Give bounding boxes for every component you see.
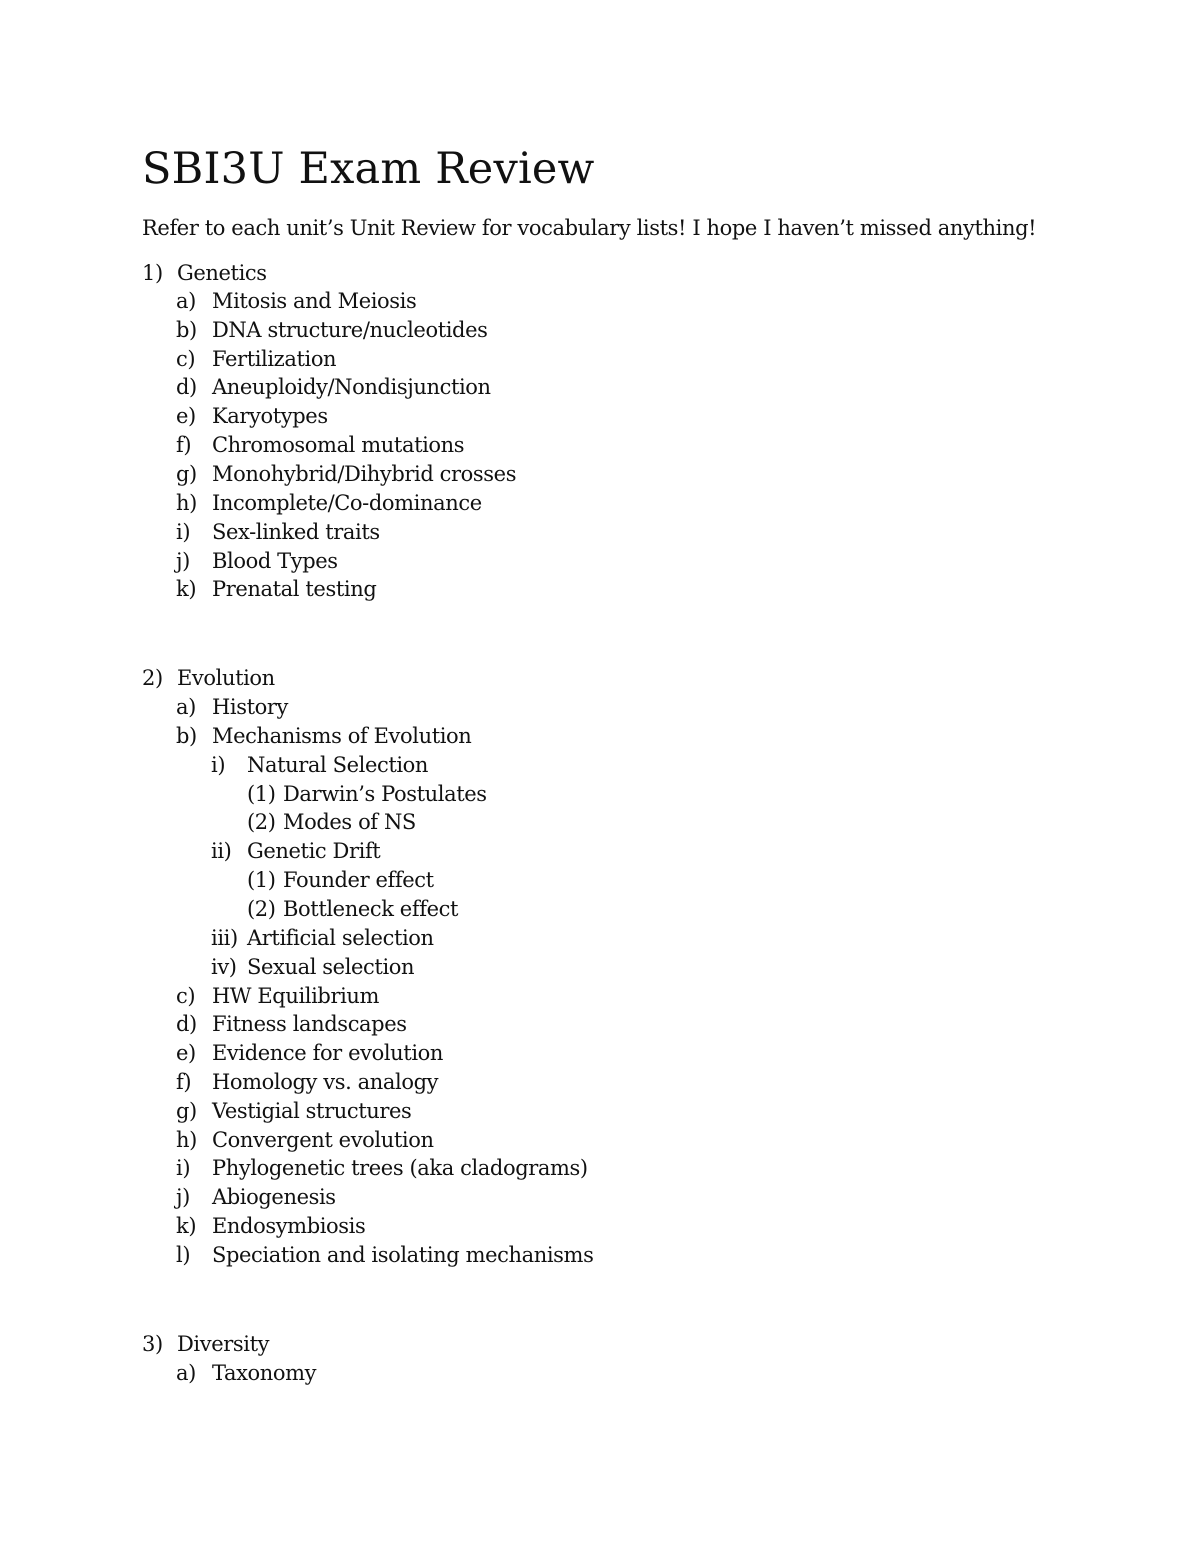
list-letter: k) — [176, 577, 197, 601]
list-item-label: History — [212, 695, 288, 719]
list-letter: c) — [176, 347, 196, 371]
list-item-label: Fitness landscapes — [212, 1012, 407, 1036]
list-letter: b) — [176, 318, 197, 342]
list-item-label: Mitosis and Meiosis — [212, 289, 417, 313]
list-item-label: Homology vs. analogy — [212, 1070, 439, 1094]
list-letter: h) — [176, 1128, 197, 1152]
list-item-label: Darwin’s Postulates — [283, 782, 487, 806]
list-item-label: Genetic Drift — [247, 839, 381, 863]
list-item-label: Monohybrid/Dihybrid crosses — [212, 462, 517, 486]
list-item-label: Fertilization — [212, 347, 337, 371]
intro-text: Refer to each unit’s Unit Review for vocabulary lists! I hope I haven’t missed anything! — [142, 216, 1037, 240]
list-item-label: Blood Types — [212, 549, 338, 573]
list-paren-number: (1) — [247, 782, 276, 806]
list-letter: b) — [176, 724, 197, 748]
list-letter: g) — [176, 1099, 197, 1123]
list-item-label: Sexual selection — [247, 955, 415, 979]
list-item-label: Convergent evolution — [212, 1128, 434, 1152]
list-number: 2) — [142, 666, 163, 690]
list-item-label: Abiogenesis — [212, 1185, 336, 1209]
list-item-label: Sex-linked traits — [212, 520, 380, 544]
list-item-label: Prenatal testing — [212, 577, 377, 601]
list-letter: d) — [176, 375, 197, 399]
list-item-label: Karyotypes — [212, 404, 328, 428]
list-letter: i) — [176, 1156, 191, 1180]
list-letter: a) — [176, 1361, 196, 1385]
list-item-label: Aneuploidy/Nondisjunction — [212, 375, 491, 399]
unit-title: Genetics — [177, 261, 267, 285]
list-item-label: Taxonomy — [212, 1361, 317, 1385]
list-letter: a) — [176, 289, 196, 313]
list-roman: i) — [211, 753, 226, 777]
list-item-label: Speciation and isolating mechanisms — [212, 1243, 594, 1267]
list-paren-number: (2) — [247, 897, 276, 921]
list-item-label: Artificial selection — [247, 926, 434, 950]
page-title: SBI3U Exam Review — [142, 144, 595, 194]
list-item-label: Vestigial structures — [212, 1099, 412, 1123]
list-paren-number: (1) — [247, 868, 276, 892]
list-item-label: Evidence for evolution — [212, 1041, 443, 1065]
list-item-label: DNA structure/nucleotides — [212, 318, 488, 342]
list-number: 1) — [142, 261, 163, 285]
list-item-label: Founder effect — [283, 868, 434, 892]
list-letter: e) — [176, 1041, 196, 1065]
list-item-label: Incomplete/Co-dominance — [212, 491, 482, 515]
list-item-label: Bottleneck effect — [283, 897, 459, 921]
list-letter: l) — [176, 1243, 191, 1267]
list-item-label: Chromosomal mutations — [212, 433, 465, 457]
list-letter: e) — [176, 404, 196, 428]
list-roman: iv) — [211, 955, 237, 979]
list-roman: ii) — [211, 839, 232, 863]
list-item-label: HW Equilibrium — [212, 984, 380, 1008]
list-item-label: Endosymbiosis — [212, 1214, 366, 1238]
list-letter: g) — [176, 462, 197, 486]
list-letter: c) — [176, 984, 196, 1008]
list-item-label: Phylogenetic trees (aka cladograms) — [212, 1156, 588, 1180]
list-letter: j) — [176, 549, 190, 573]
list-letter: k) — [176, 1214, 197, 1238]
list-letter: j) — [176, 1185, 190, 1209]
list-letter: h) — [176, 491, 197, 515]
list-number: 3) — [142, 1332, 163, 1356]
unit-title: Diversity — [177, 1332, 270, 1356]
list-roman: iii) — [211, 926, 238, 950]
unit-title: Evolution — [177, 666, 275, 690]
list-letter: i) — [176, 520, 191, 544]
list-letter: f) — [176, 1070, 192, 1094]
list-letter: d) — [176, 1012, 197, 1036]
list-item-label: Mechanisms of Evolution — [212, 724, 472, 748]
list-item-label: Modes of NS — [283, 810, 416, 834]
list-letter: f) — [176, 433, 192, 457]
list-letter: a) — [176, 695, 196, 719]
list-paren-number: (2) — [247, 810, 276, 834]
list-item-label: Natural Selection — [247, 753, 429, 777]
